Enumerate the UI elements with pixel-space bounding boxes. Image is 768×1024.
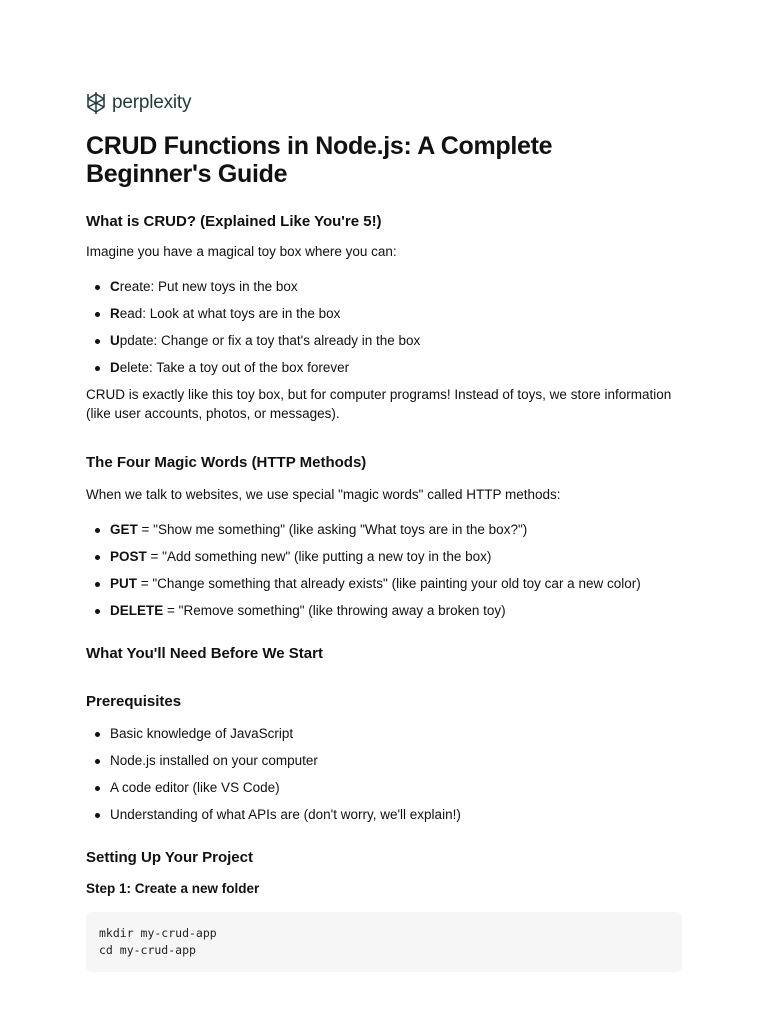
crud-list xyxy=(86,277,682,377)
list-item: GET = "Show me something" (like asking "What toys are in the box?") xyxy=(110,520,682,539)
list-item: Update: Change or fix a toy that's already in the box xyxy=(110,331,682,350)
prerequisites-list xyxy=(86,724,682,824)
step-1-heading: Step 1: Create a new folder xyxy=(86,881,260,896)
perplexity-logo-icon xyxy=(86,91,106,115)
http-intro: When we talk to websites, we use special "magic words" called HTTP methods: xyxy=(86,487,561,502)
list-item: PUT = "Change something that already exists" (like painting your old toy car a new color) xyxy=(110,574,682,593)
heading-what-you-need: What You'll Need Before We Start xyxy=(86,645,323,662)
brand-logo xyxy=(86,90,682,116)
list-item: Understanding of what APIs are (don't worry, we'll explain!) xyxy=(110,805,682,824)
list-item: Create: Put new toys in the box xyxy=(110,277,682,296)
list-item: Delete: Take a toy out of the box forever xyxy=(110,358,682,377)
heading-http-methods: The Four Magic Words (HTTP Methods) xyxy=(86,454,367,471)
list-item: Read: Look at what toys are in the box xyxy=(110,304,682,323)
crud-outro: CRUD is exactly like this toy box, but for computer programs! Instead of toys, we store information (like user accounts, photos, or messages). xyxy=(86,387,672,421)
heading-setting-up: Setting Up Your Project xyxy=(86,849,253,866)
list-item: A code editor (like VS Code) xyxy=(110,778,682,797)
list-item: DELETE = "Remove something" (like throwing away a broken toy) xyxy=(110,601,682,620)
list-item: Basic knowledge of JavaScript xyxy=(110,724,682,743)
code-line: mkdir my-crud-app xyxy=(99,926,217,940)
brand-name: perplexity xyxy=(112,92,192,113)
http-methods-list xyxy=(86,520,682,620)
code-block[interactable] xyxy=(86,912,682,972)
heading-what-is-crud: What is CRUD? (Explained Like You're 5!) xyxy=(86,213,382,230)
heading-prerequisites: Prerequisites xyxy=(86,693,182,710)
list-item: Node.js installed on your computer xyxy=(110,751,682,770)
list-item: POST = "Add something new" (like putting a new toy in the box) xyxy=(110,547,682,566)
code-line: cd my-crud-app xyxy=(99,943,196,957)
document-title: CRUD Functions in Node.js: A Complete Beginner's Guide xyxy=(86,132,553,188)
crud-intro: Imagine you have a magical toy box where you can: xyxy=(86,244,397,259)
